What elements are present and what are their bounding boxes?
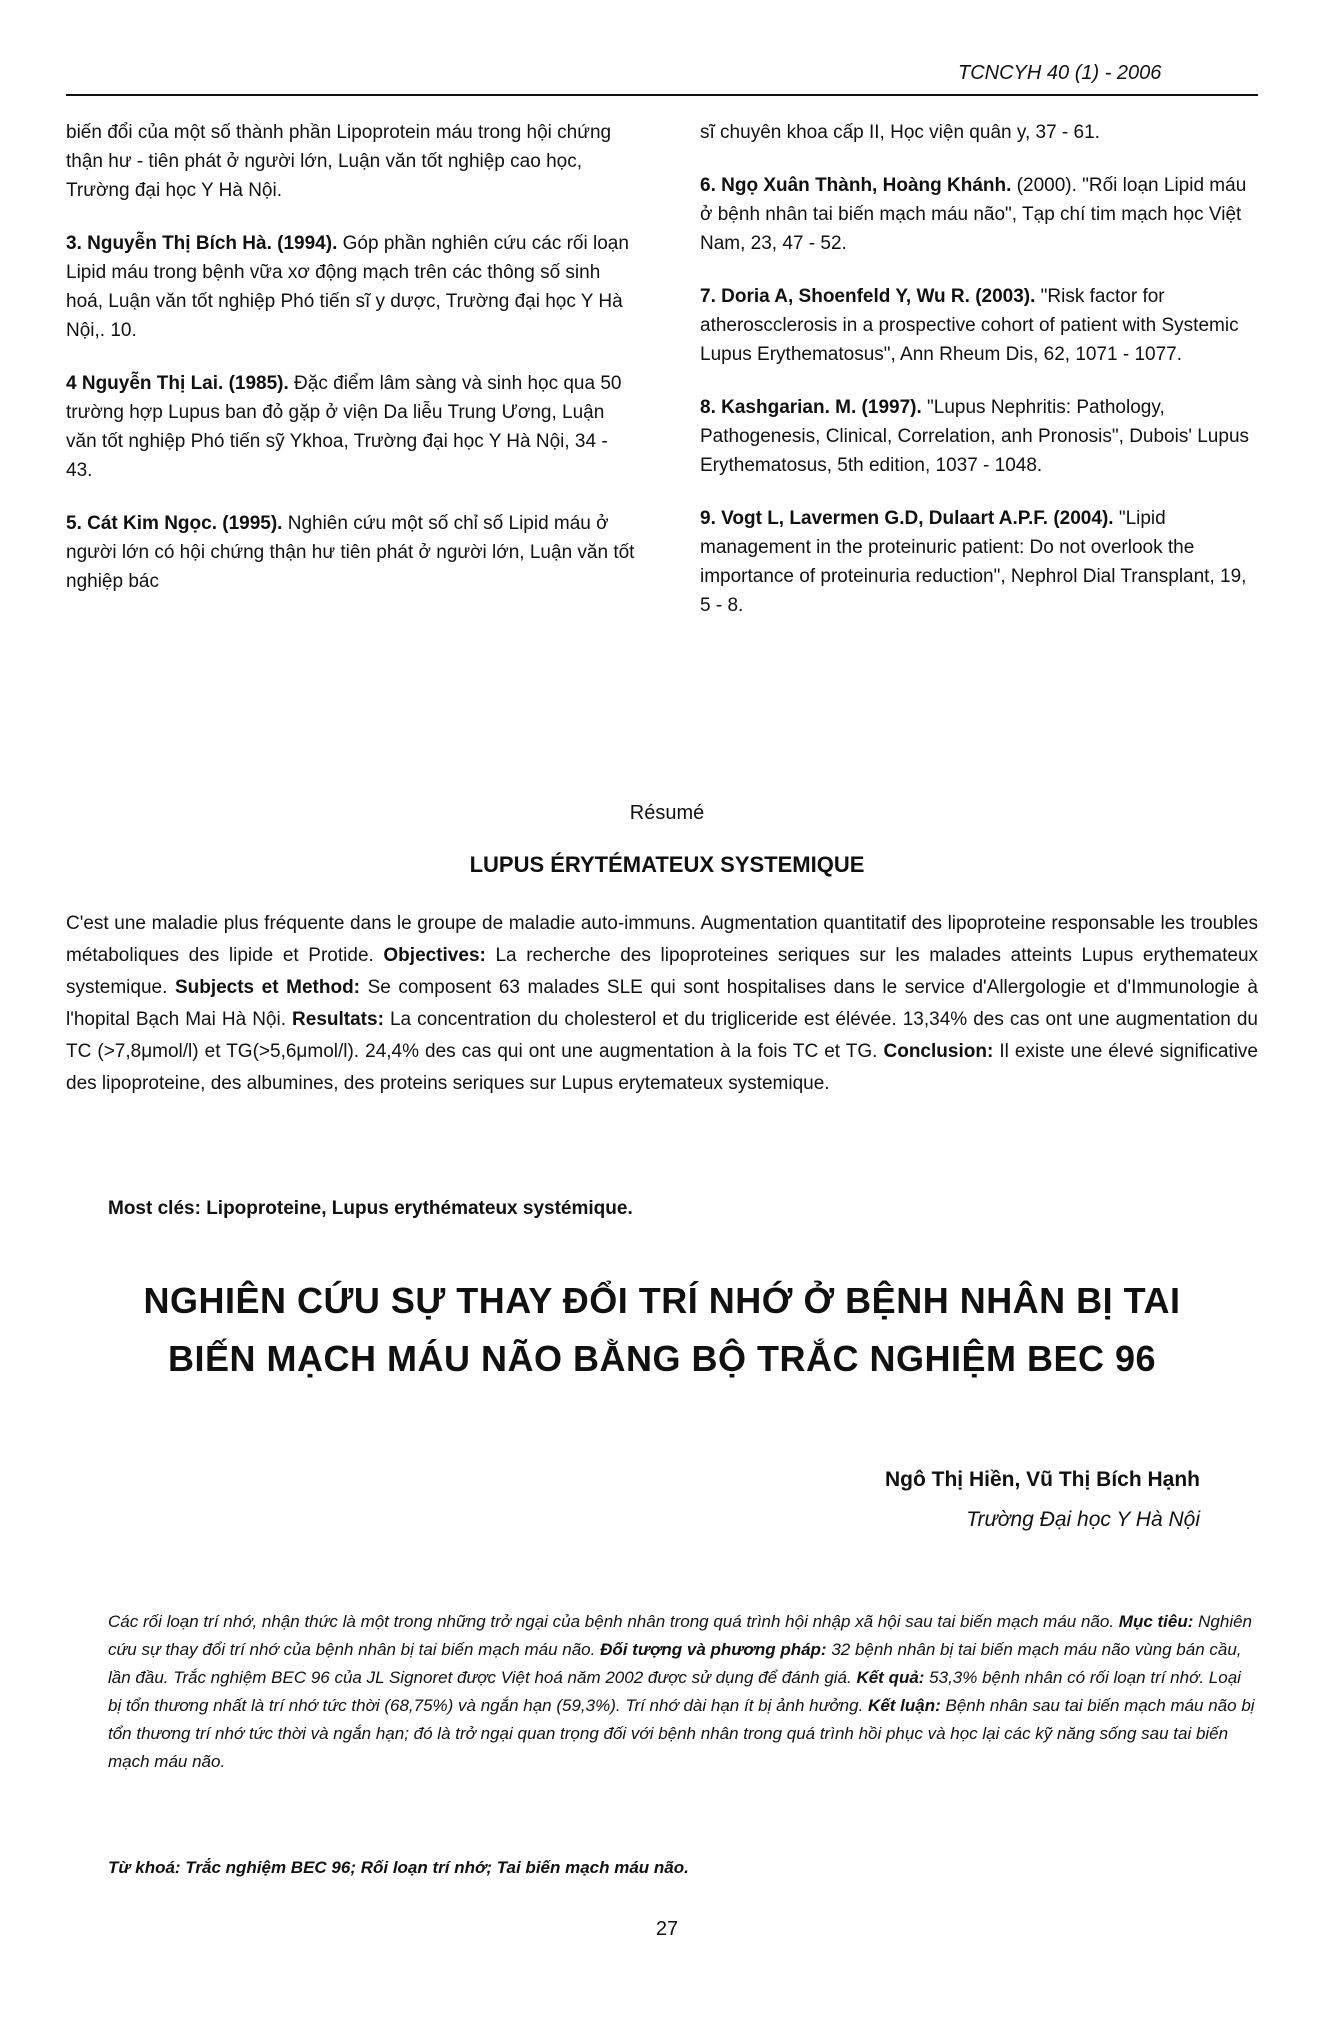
reference-item — [66, 229, 636, 345]
reference-text: "Lupus Nephritis: Pathology, Pathogenesis, Clinical, Correlation, anh Pronosis", Dubois' Lupus Erythematosus, 5th edition, 1037 - 1048. — [700, 397, 1250, 476]
reference-text: biến đổi của một số thành phần Lipoprotein máu trong hội chứng thận hư - tiên phát ở người lớn, Luận văn tốt nghiệp cao học, Trường đại học Y Hà Nội. — [66, 122, 612, 201]
article-title-line: BIẾN MẠCH MÁU NÃO BẰNG BỘ TRẮC NGHIỆM BEC 96 — [167, 1338, 1157, 1379]
abstract-objective-label: Mục tiêu: — [1118, 1612, 1194, 1631]
resume-method-label: Subjects et Method: — [174, 977, 361, 998]
references-right-column — [700, 118, 1258, 644]
reference-authors: 9. Vogt L, Lavermen G.D, Dulaart A.P.F. (2004). — [700, 508, 1114, 529]
reference-item — [66, 118, 636, 205]
reference-authors: 5. Cát Kim Ngọc. (1995). — [66, 513, 283, 534]
resume-method-text: Se composent 63 malades SLE qui sont hospitalises dans le service d'Allergologie et d'Immunologie à l'hopital Bạch Mai Hà Nội. — [66, 977, 1258, 1030]
resume-results-text: La concentration du cholesterol et du trigliceride est élévée. 13,34% des cas ont une augmentation du TC (>7,8μmol/l) et TG(>5,6μmol/l). 24,4% des cas qui ont une augmentation à la fois TC et TG. — [66, 1009, 1258, 1062]
resume-conclusion-text: Il existe une élevé significative des lipoproteine, des albumines, des proteins seriques sur Lupus erytemateux systemique. — [66, 1041, 1258, 1094]
resume-results-label: Resultats: — [292, 1009, 384, 1030]
resume-conclusion-label: Conclusion: — [883, 1041, 994, 1062]
reference-text: sĩ chuyên khoa cấp II, Học viện quân y, 37 - 61. — [700, 122, 1100, 143]
article-affiliation: Trường Đại học Y Hà Nội — [966, 1508, 1200, 1531]
reference-authors: 3. Nguyễn Thị Bích Hà. (1994). — [66, 233, 338, 254]
references-left-column — [66, 118, 636, 620]
abstract-results-text: 53,3% bệnh nhân có rối loạn trí nhớ. Loại bị tổn thương nhất là trí nhớ tức thời (68,75%) và ngắn hạn (59,3%). Trí nhớ dài hạn ít bị ảnh hưởng. — [108, 1668, 1241, 1715]
abstract-method-label: Đối tượng và phương pháp: — [600, 1640, 827, 1659]
reference-item — [66, 369, 636, 485]
article-title — [66, 1272, 1258, 1388]
abstract-results-label: Kết quả: — [856, 1668, 925, 1687]
resume-objectives-text: La recherche des lipoproteines seriques sur les malades atteints Lupus erythemateux systemique. — [66, 945, 1259, 998]
reference-text: Đặc điểm lâm sàng và sinh học qua 50 trường hợp Lupus ban đỏ gặp ở viện Da liễu Trung Ương, Luận văn tốt nghiệp Phó tiến sỹ Ykhoa, Trường đại học Y Hà Nội, 34 - 43. — [66, 373, 622, 481]
reference-authors: 4 Nguyễn Thị Lai. (1985). — [66, 373, 289, 394]
reference-text: "Risk factor for atheroscclerosis in a prospective cohort of patient with Systemic Lupus Erythematosus", Ann Rheum Dis, 62, 1071 - 1077. — [700, 286, 1239, 365]
resume-intro: C'est une maladie plus fréquente dans le groupe de maladie auto-immuns. Augmentation quantitatif des lipoproteine responsable les troubles métaboliques des lipide et Protide. — [66, 913, 1258, 966]
resume-label: Résumé — [629, 802, 705, 824]
abstract-method-text: 32 bệnh nhân bị tai biến mạch máu não vùng bán cầu, lần đầu. Trắc nghiệm BEC 96 của JL Signoret được Việt hoá năm 2002 được sử dụng để đánh giá. — [108, 1640, 1242, 1687]
reference-text: "Lipid management in the proteinuric patient: Do not overlook the importance of proteinuria reduction", Nephrol Dial Transplant, 19, 5 - 8. — [700, 508, 1247, 616]
reference-text: Góp phần nghiên cứu các rối loạn Lipid máu trong bệnh vữa xơ động mạch trên các thông số sinh hoá, Luận văn tốt nghiệp Phó tiến sĩ y dược, Trường đại học Y Hà Nội,. 10. — [66, 233, 629, 341]
reference-item — [700, 171, 1258, 258]
header-rule — [66, 94, 1258, 96]
reference-authors: 6. Ngọ Xuân Thành, Hoàng Khánh. — [700, 175, 1012, 196]
reference-text: Nghiên cứu một số chỉ số Lipid máu ở người lớn có hội chứng thận hư tiên phát ở người lớn, Luận văn tốt nghiệp bác — [66, 513, 635, 592]
abstract-conclusion-label: Kết luận: — [868, 1696, 941, 1715]
article-authors: Ngô Thị Hiền, Vũ Thị Bích Hạnh — [885, 1468, 1200, 1491]
abstract-objective-text: Nghiên cứu sự thay đổi trí nhớ của bệnh nhân bị tai biến mạch máu não. — [108, 1612, 1253, 1659]
reference-authors: 7. Doria A, Shoenfeld Y, Wu R. (2003). — [700, 286, 1036, 307]
resume-title: LUPUS ÉRYTÉMATEUX SYSTEMIQUE — [469, 852, 865, 877]
article-keywords: Từ khoá: Trắc nghiệm BEC 96; Rối loạn trí nhớ; Tai biến mạch máu não. — [108, 1858, 689, 1877]
abstract-intro: Các rối loạn trí nhớ, nhận thức là một trong những trở ngại của bệnh nhân trong quá trình hội nhập xã hội sau tai biến mạch máu não. — [108, 1612, 1119, 1631]
article-title-line: NGHIÊN CỨU SỰ THAY ĐỔI TRÍ NHỚ Ở BỆNH NHÂN BỊ TAI — [143, 1280, 1181, 1321]
resume-objectives-label: Objectives: — [383, 945, 486, 966]
abstract-conclusion-text: Bệnh nhân sau tai biến mạch máu não bị tổn thương trí nhớ tức thời và ngắn hạn; đó là trở ngại quan trọng đối với bệnh nhân trong quá trình hồi phục và học lại các kỹ năng sống sau tai biến mạch máu não. — [108, 1696, 1255, 1771]
reference-item — [700, 393, 1258, 480]
reference-item — [700, 118, 1258, 147]
reference-item — [66, 509, 636, 596]
reference-text: (2000). "Rối loạn Lipid máu ở bệnh nhân tai biến mạch máu não", Tạp chí tim mạch học Việt Nam, 23, 47 - 52. — [700, 175, 1247, 254]
reference-authors: 8. Kashgarian. M. (1997). — [700, 397, 922, 418]
journal-header: TCNCYH 40 (1) - 2006 — [958, 62, 1162, 84]
page-number: 27 — [655, 1918, 679, 1940]
resume-keywords: Most clés: Lipoproteine, Lupus erythémateux systémique. — [108, 1198, 633, 1219]
reference-item — [700, 504, 1258, 620]
article-abstract — [108, 1608, 1258, 1776]
resume-body — [66, 908, 1258, 1100]
reference-item — [700, 282, 1258, 369]
